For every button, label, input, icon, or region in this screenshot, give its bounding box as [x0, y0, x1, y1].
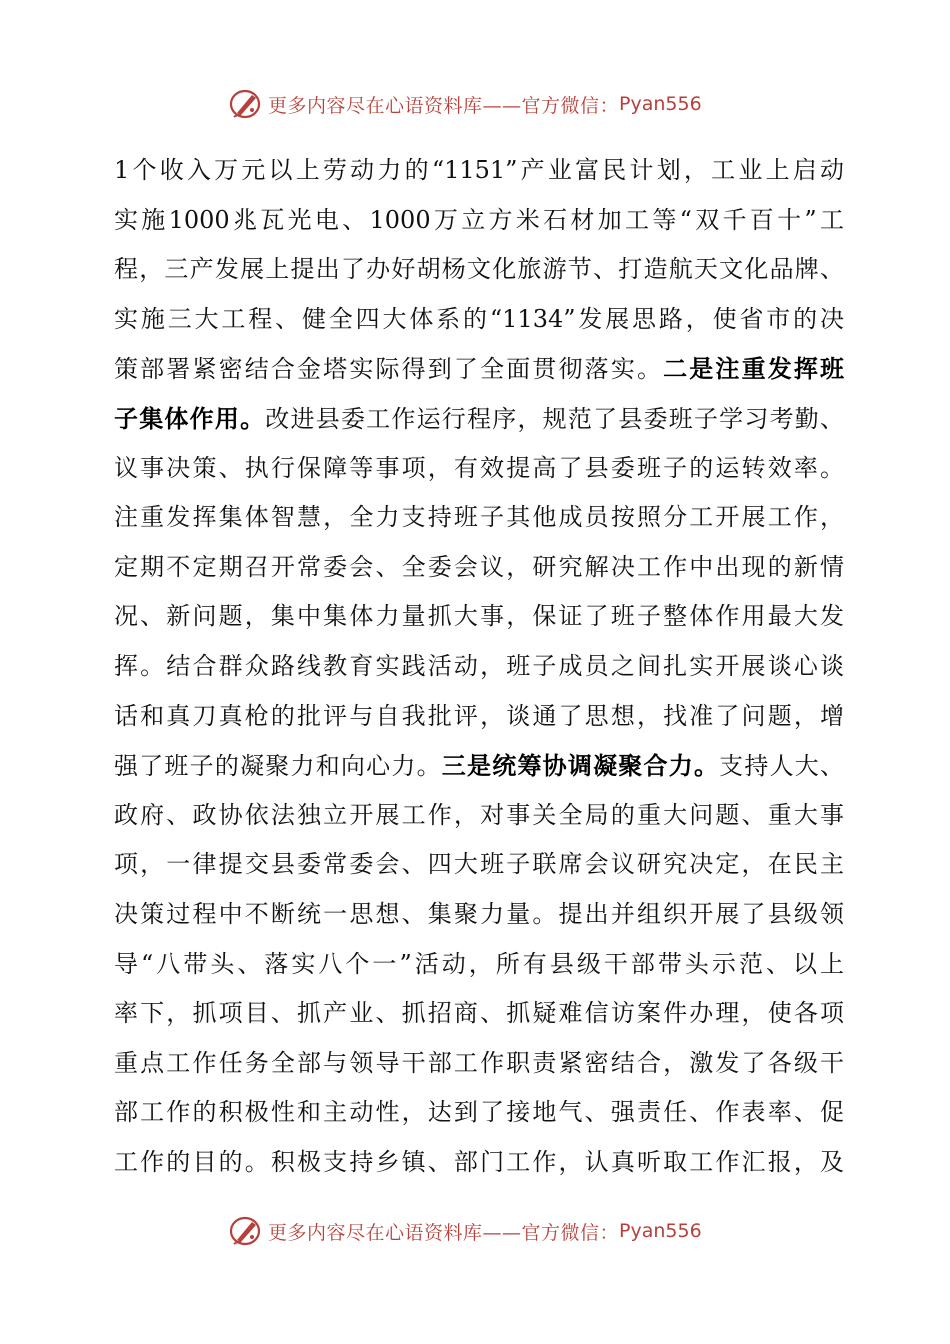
- watermark-text: 更多内容尽在心语资料库——官方微信：: [268, 1221, 620, 1244]
- text-line: [114, 642, 844, 692]
- text-span: 话和真刀真枪的批评与自我批评，谈通了思想，找准了问题，增: [114, 701, 844, 730]
- text-span: 部工作的积极性和主动性，达到了接地气、强责任、作表率、促: [114, 1098, 844, 1127]
- text-span: 议事决策、执行保障等事项，有效提高了县委班子的运转效率。: [114, 453, 844, 482]
- watermark-header: [228, 84, 728, 124]
- text-line: [114, 840, 844, 890]
- text-span: 支持人大、: [719, 752, 844, 781]
- text-span: 决策过程中不断统一思想、集聚力量。提出并组织开展了县级领: [114, 899, 844, 928]
- bold-heading-span: 二是注重发挥班: [663, 354, 844, 384]
- text-span: 实施三大工程、健全四大体系的“1134”发展思路，使省市的决: [114, 304, 844, 333]
- text-line: [114, 1039, 844, 1089]
- text-line: [114, 146, 844, 196]
- text-span: 注重发挥集体智慧，全力支持班子其他成员按照分工开展工作，: [114, 503, 844, 532]
- text-line: [114, 543, 844, 593]
- text-span: 政府、政协依法独立开展工作，对事关全局的重大问题、重大事: [114, 800, 844, 829]
- text-line: [114, 890, 844, 940]
- body-text: [114, 146, 844, 1187]
- watermark-text: 更多内容尽在心语资料库——官方微信：: [268, 94, 620, 117]
- bold-heading-span: 三是统筹协调凝聚合力。: [441, 751, 720, 781]
- text-line: [114, 791, 844, 841]
- text-span: 况、新问题，集中集体力量抓大事，保证了班子整体作用最大发: [114, 602, 844, 631]
- watermark-wechat-id: Pyan556: [619, 1220, 702, 1242]
- text-span: 1个收入万元以上劳动力的“1151”产业富民计划，工业上启动: [114, 156, 844, 184]
- text-span: 改进县委工作运行程序，规范了县委班子学习考勤、: [265, 404, 844, 433]
- text-span: 工作的目的。积极支持乡镇、部门工作，认真听取工作汇报，及: [114, 1147, 844, 1176]
- text-span: 实施1000兆瓦光电、1000万立方米石材加工等“双千百十”工: [114, 205, 844, 234]
- text-span: 项，一律提交县委常委会、四大班子联席会议研究决定，在民主: [114, 850, 844, 879]
- text-span: 率下，抓项目、抓产业、抓招商、抓疑难信访案件办理，使各项: [114, 999, 844, 1028]
- text-span: 定期不定期召开常委会、全委会议，研究解决工作中出现的新情: [114, 552, 844, 581]
- text-line: [114, 1088, 844, 1138]
- text-line: [114, 989, 844, 1039]
- text-line: [114, 692, 844, 742]
- text-line: [114, 245, 844, 295]
- text-line: [114, 196, 844, 246]
- text-line: [114, 1138, 844, 1188]
- bold-heading-span: 子集体作用。: [114, 403, 266, 433]
- text-line: [114, 444, 844, 494]
- text-span: 重点工作任务全部与领导干部工作职责紧密结合，激发了各级干: [114, 1048, 844, 1077]
- watermark-footer: [228, 1211, 728, 1251]
- pen-logo-icon: [228, 86, 264, 122]
- text-line: [114, 940, 844, 990]
- text-line: [114, 394, 844, 444]
- text-span: 强了班子的凝聚力和向心力。: [114, 752, 442, 781]
- text-line: [114, 493, 844, 543]
- text-line: [114, 295, 844, 345]
- text-span: 程，三产发展上提出了办好胡杨文化旅游节、打造航天文化品牌、: [114, 255, 844, 284]
- text-line: [114, 592, 844, 642]
- text-span: 挥。结合群众路线教育实践活动，班子成员之间扎实开展谈心谈: [114, 651, 844, 680]
- text-line: [114, 344, 844, 394]
- watermark-wechat-id: Pyan556: [619, 93, 702, 115]
- text-span: 导“八带头、落实八个一”活动，所有县级干部带头示范、以上: [114, 949, 844, 978]
- text-span: 策部署紧密结合金塔实际得到了全面贯彻落实。: [114, 355, 664, 384]
- pen-logo-icon: [228, 1213, 264, 1249]
- text-line: [114, 741, 844, 791]
